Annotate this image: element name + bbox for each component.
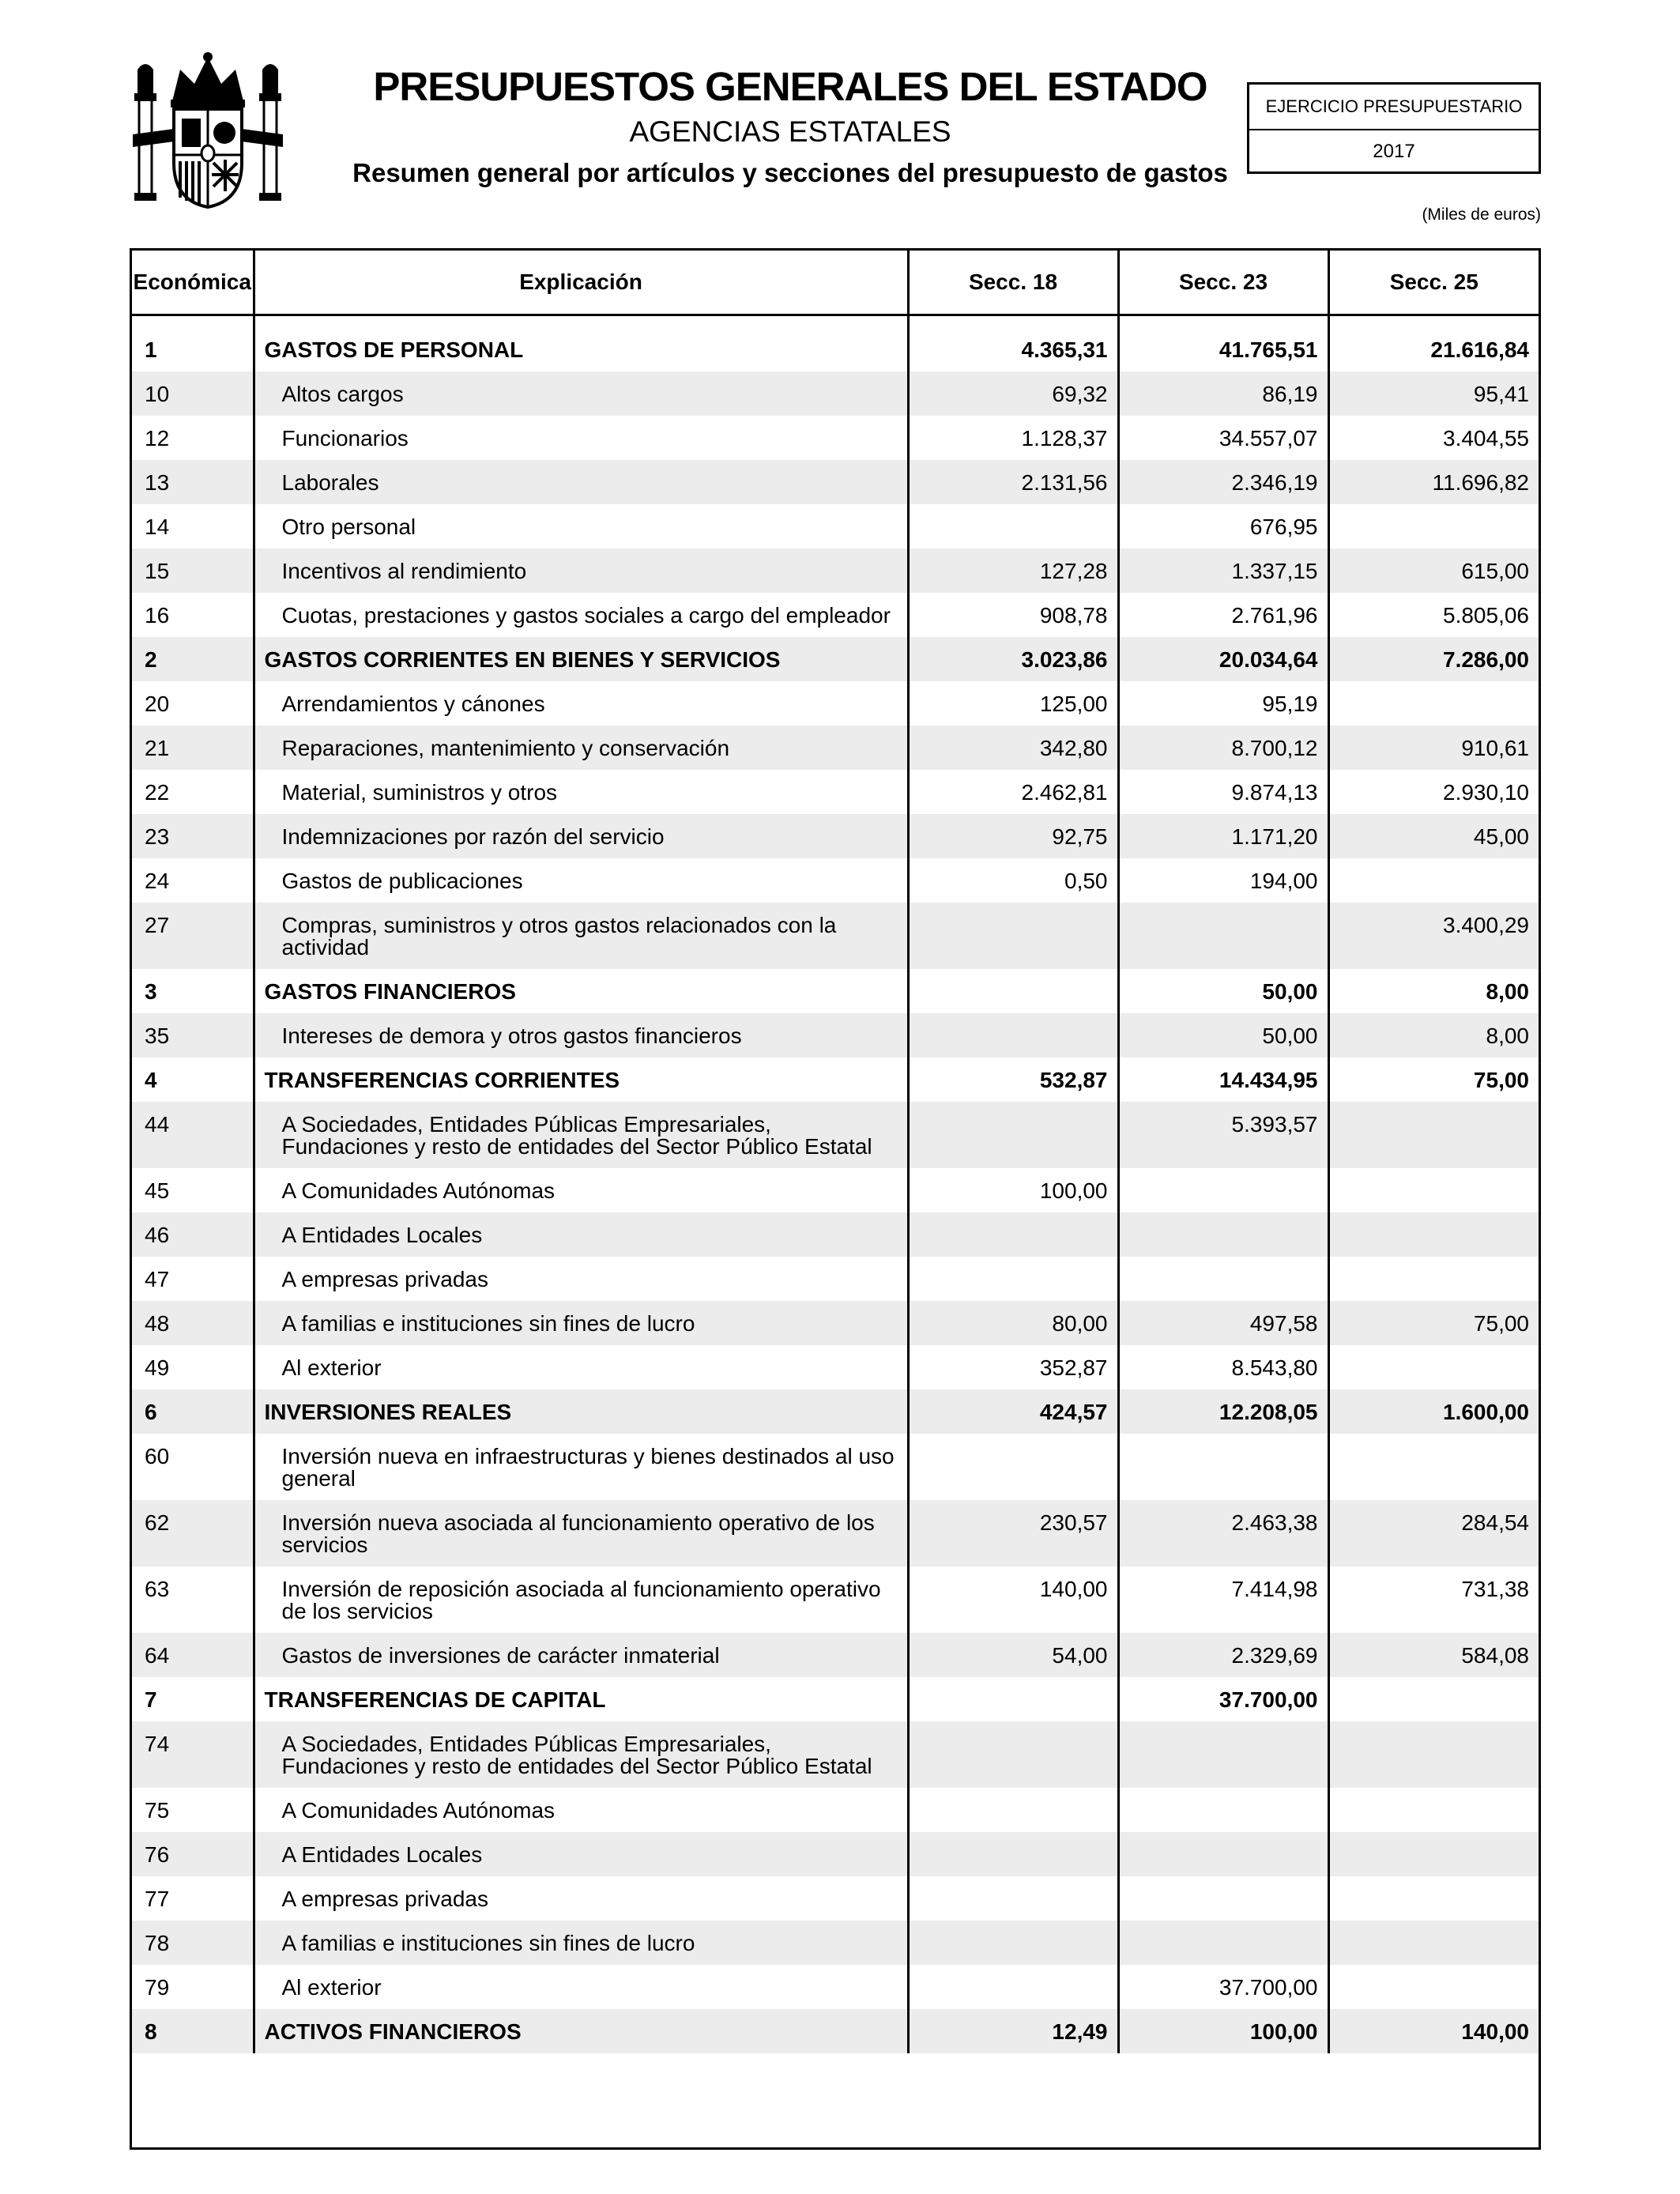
- table-row: [132, 770, 1539, 814]
- row-secc-23-value: 37.700,00: [1118, 1677, 1328, 1721]
- row-secc-25-value: 284,54: [1328, 1500, 1539, 1566]
- table-row: [132, 1212, 1539, 1257]
- row-secc-18-value: [908, 1832, 1118, 1876]
- row-secc-23-value: [1118, 903, 1328, 969]
- row-code: 76: [132, 1832, 254, 1876]
- row-secc-18-value: [908, 1257, 1118, 1301]
- row-code: 24: [132, 858, 254, 903]
- table-row: [132, 548, 1539, 593]
- row-code: 77: [132, 1876, 254, 1921]
- row-secc-23-value: 20.034,64: [1118, 637, 1328, 681]
- row-secc-23-value: 1.337,15: [1118, 548, 1328, 593]
- row-code: 63: [132, 1566, 254, 1633]
- row-secc-25-value: [1328, 1832, 1539, 1876]
- row-description: Al exterior: [254, 1965, 908, 2009]
- row-secc-25-value: 140,00: [1328, 2009, 1539, 2053]
- row-secc-18-value: 230,57: [908, 1500, 1118, 1566]
- table-row: [132, 1566, 1539, 1633]
- row-secc-23-value: 50,00: [1118, 1013, 1328, 1057]
- row-code: 46: [132, 1212, 254, 1257]
- row-description: GASTOS CORRIENTES EN BIENES Y SERVICIOS: [254, 637, 908, 681]
- row-description: Compras, suministros y otros gastos relacionados con la actividad: [254, 903, 908, 969]
- table-row: [132, 1965, 1539, 2009]
- row-secc-23-value: [1118, 1168, 1328, 1212]
- table-row: [132, 1876, 1539, 1921]
- row-secc-18-value: 80,00: [908, 1301, 1118, 1345]
- table-row: [132, 1301, 1539, 1345]
- table-row-chapter: [132, 637, 1539, 681]
- table-row-chapter: [132, 1057, 1539, 1102]
- row-secc-18-value: 92,75: [908, 814, 1118, 858]
- row-secc-25-value: 2.930,10: [1443, 780, 1529, 805]
- row-description: Inversión nueva en infraestructuras y bienes destinados al uso general: [254, 1434, 908, 1500]
- row-secc-23-value: 86,19: [1118, 371, 1328, 416]
- table-row: [132, 1921, 1539, 1965]
- row-secc-25-value: 910,61: [1328, 726, 1539, 770]
- row-secc-23-value: 9.874,13: [1118, 770, 1328, 814]
- row-secc-25-value: [1328, 504, 1539, 548]
- row-secc-18-value: [908, 1212, 1118, 1257]
- table-row-chapter: [132, 2009, 1539, 2053]
- table-row: [132, 1633, 1539, 1677]
- row-secc-18-value: 342,80: [908, 726, 1118, 770]
- row-secc-25-value: 731,38: [1461, 1577, 1529, 1601]
- row-secc-25-value: [1328, 1345, 1539, 1389]
- row-code: 2: [132, 637, 254, 681]
- table-row: [132, 1168, 1539, 1212]
- row-secc-18-value: [908, 1921, 1118, 1965]
- page-title: PRESUPUESTOS GENERALES DEL ESTADO: [373, 64, 1207, 109]
- row-secc-23-value: [1118, 1721, 1328, 1788]
- row-secc-18-value: 69,32: [908, 371, 1118, 416]
- table-body: [132, 315, 1539, 2054]
- budget-table: [132, 251, 1539, 2053]
- row-code: 44: [132, 1102, 254, 1168]
- row-secc-25-value: [1328, 1721, 1539, 1788]
- row-secc-25-value: [1328, 858, 1539, 903]
- row-code: 48: [132, 1301, 254, 1345]
- table-row: [132, 1345, 1539, 1389]
- row-secc-23-value: 14.434,95: [1118, 1057, 1328, 1102]
- row-description: Otro personal: [254, 504, 908, 548]
- table-header-row: [132, 251, 1539, 315]
- row-secc-25-value: 1.600,00: [1328, 1389, 1539, 1434]
- row-code: 16: [132, 593, 254, 637]
- row-secc-23-value: 676,95: [1118, 504, 1328, 548]
- table-row: [132, 1257, 1539, 1301]
- row-secc-23-value: [1118, 1876, 1328, 1921]
- table-row: [132, 1434, 1539, 1500]
- row-secc-23-value: 2.761,96: [1118, 593, 1328, 637]
- table-row: [132, 726, 1539, 770]
- table-row-chapter: [132, 1677, 1539, 1721]
- table-row: [132, 1788, 1539, 1832]
- row-secc-18-value: 1.128,37: [908, 416, 1118, 460]
- row-code: 62: [132, 1500, 254, 1566]
- row-secc-18-value: [908, 903, 1118, 969]
- row-description: A Comunidades Autónomas: [254, 1168, 908, 1212]
- row-secc-25-value: [1328, 1168, 1539, 1212]
- row-secc-23-value: 95,19: [1118, 681, 1328, 726]
- row-secc-25-value: [1328, 1677, 1539, 1721]
- row-secc-18-value: [908, 1013, 1118, 1057]
- row-secc-23-value: 8.543,80: [1118, 1345, 1328, 1389]
- table-row: [132, 1013, 1539, 1057]
- row-description: Arrendamientos y cánones: [254, 681, 908, 726]
- row-code: 23: [132, 814, 254, 858]
- row-code: 4: [132, 1057, 254, 1102]
- row-secc-25-value: 3.404,55: [1443, 426, 1529, 450]
- row-description: A Entidades Locales: [254, 1832, 908, 1876]
- row-code: 49: [132, 1345, 254, 1389]
- row-code: 13: [132, 460, 254, 504]
- row-description: Inversión de reposición asociada al funcionamiento operativo de los servicios: [254, 1566, 908, 1633]
- row-secc-18-value: [908, 1788, 1118, 1832]
- row-description: Indemnizaciones por razón del servicio: [254, 814, 908, 858]
- row-code: 7: [132, 1677, 254, 1721]
- row-description: Cuotas, prestaciones y gastos sociales a cargo del empleador: [254, 593, 908, 637]
- row-secc-23-value: 5.393,57: [1118, 1102, 1328, 1168]
- header-secc-25: Secc. 25: [1328, 251, 1539, 315]
- row-secc-25-value: 8,00: [1486, 979, 1529, 1004]
- header-economica: Económica: [132, 251, 254, 315]
- row-description: TRANSFERENCIAS DE CAPITAL: [254, 1677, 908, 1721]
- row-code: 8: [132, 2009, 254, 2053]
- table-row: [132, 460, 1539, 504]
- row-code: 1: [132, 327, 254, 371]
- row-secc-23-value: 37.700,00: [1118, 1965, 1328, 2009]
- row-description: A empresas privadas: [254, 1257, 908, 1301]
- table-row: [132, 1500, 1539, 1566]
- row-secc-18-value: [908, 969, 1118, 1013]
- table-row-chapter: [132, 969, 1539, 1013]
- coat-of-arms-icon: [133, 52, 283, 210]
- row-secc-23-value: 1.171,20: [1118, 814, 1328, 858]
- row-description: TRANSFERENCIAS CORRIENTES: [254, 1057, 908, 1102]
- row-secc-18-value: [908, 1965, 1118, 2009]
- row-code: 79: [132, 1965, 254, 2009]
- row-code: 47: [132, 1257, 254, 1301]
- row-secc-23-value: 497,58: [1118, 1301, 1328, 1345]
- row-description: Gastos de inversiones de carácter inmaterial: [254, 1633, 908, 1677]
- row-secc-18-value: 908,78: [908, 593, 1118, 637]
- row-secc-25-value: [1328, 681, 1539, 726]
- row-secc-25-value: 45,00: [1328, 814, 1539, 858]
- row-description: Reparaciones, mantenimiento y conservación: [254, 726, 908, 770]
- row-code: 6: [132, 1389, 254, 1434]
- row-secc-25-value: [1328, 1921, 1539, 1965]
- row-secc-25-value: [1328, 1257, 1539, 1301]
- row-secc-23-value: [1118, 1212, 1328, 1257]
- table-row: [132, 1102, 1539, 1168]
- row-code: 35: [132, 1013, 254, 1057]
- row-description: Laborales: [254, 460, 908, 504]
- row-description: A Sociedades, Entidades Públicas Empresariales, Fundaciones y resto de entidades del Sector Público Estatal: [254, 1721, 908, 1788]
- table-row: [132, 814, 1539, 858]
- table-row: [132, 858, 1539, 903]
- row-secc-23-value: [1118, 1788, 1328, 1832]
- row-description: Al exterior: [254, 1345, 908, 1389]
- row-code: 14: [132, 504, 254, 548]
- row-secc-25-value: [1328, 1876, 1539, 1921]
- row-secc-18-value: 424,57: [908, 1389, 1118, 1434]
- row-secc-23-value: 50,00: [1118, 969, 1328, 1013]
- row-secc-25-value: 75,00: [1473, 1068, 1529, 1092]
- row-description: A familias e instituciones sin fines de lucro: [254, 1301, 908, 1345]
- row-description: Material, suministros y otros: [254, 770, 908, 814]
- row-description: Incentivos al rendimiento: [254, 548, 908, 593]
- row-secc-23-value: 41.765,51: [1118, 327, 1328, 371]
- row-secc-23-value: 194,00: [1118, 858, 1328, 903]
- row-secc-18-value: 2.462,81: [908, 770, 1118, 814]
- row-secc-25-value: 7.286,00: [1328, 637, 1539, 681]
- row-secc-18-value: 0,50: [908, 858, 1118, 903]
- budget-year-box: [1247, 82, 1541, 174]
- table-row: [132, 1721, 1539, 1788]
- row-code: 64: [132, 1633, 254, 1677]
- row-secc-18-value: 12,49: [908, 2009, 1118, 2053]
- row-secc-23-value: [1118, 1434, 1328, 1500]
- table-row-chapter: [132, 327, 1539, 371]
- row-code: 15: [132, 548, 254, 593]
- row-secc-18-value: [908, 504, 1118, 548]
- row-code: 22: [132, 770, 254, 814]
- header-secc-23: Secc. 23: [1118, 251, 1328, 315]
- row-secc-18-value: 3.023,86: [908, 637, 1118, 681]
- row-secc-18-value: [908, 1677, 1118, 1721]
- row-secc-18-value: 352,87: [908, 1345, 1118, 1389]
- row-code: 75: [132, 1788, 254, 1832]
- row-secc-18-value: 532,87: [908, 1057, 1118, 1102]
- row-code: 20: [132, 681, 254, 726]
- table-row: [132, 504, 1539, 548]
- page-description: Resumen general por artículos y secciones del presupuesto de gastos: [352, 158, 1228, 187]
- row-description: GASTOS FINANCIEROS: [254, 969, 908, 1013]
- row-secc-25-value: 3.400,29: [1328, 903, 1539, 969]
- row-code: 3: [132, 969, 254, 1013]
- table-spacer-row: [132, 315, 1539, 328]
- row-secc-18-value: 54,00: [908, 1633, 1118, 1677]
- row-code: 45: [132, 1168, 254, 1212]
- row-code: 27: [132, 903, 254, 969]
- row-code: 78: [132, 1921, 254, 1965]
- table-row: [132, 371, 1539, 416]
- header-secc-18: Secc. 18: [908, 251, 1118, 315]
- row-description: Funcionarios: [254, 416, 908, 460]
- row-description: A Entidades Locales: [254, 1212, 908, 1257]
- row-secc-25-value: 5.805,06: [1443, 603, 1529, 628]
- row-secc-25-value: 21.616,84: [1430, 337, 1529, 362]
- row-secc-25-value: [1328, 1434, 1539, 1500]
- row-secc-18-value: 125,00: [908, 681, 1118, 726]
- row-secc-25-value: [1328, 1102, 1539, 1168]
- row-description: GASTOS DE PERSONAL: [254, 327, 908, 371]
- header-explicacion: Explicación: [254, 251, 908, 315]
- row-description: INVERSIONES REALES: [254, 1389, 908, 1434]
- row-secc-18-value: 4.365,31: [908, 327, 1118, 371]
- row-description: A Sociedades, Entidades Públicas Empresariales, Fundaciones y resto de entidades del Sector Público Estatal: [254, 1102, 908, 1168]
- row-secc-23-value: 8.700,12: [1118, 726, 1328, 770]
- row-secc-18-value: 2.131,56: [908, 460, 1118, 504]
- row-description: Inversión nueva asociada al funcionamiento operativo de los servicios: [254, 1500, 908, 1566]
- row-secc-23-value: 34.557,07: [1118, 416, 1328, 460]
- row-secc-25-value: 584,08: [1328, 1633, 1539, 1677]
- row-code: 12: [132, 416, 254, 460]
- row-secc-23-value: [1118, 1257, 1328, 1301]
- table-row: [132, 593, 1539, 637]
- row-secc-23-value: 2.346,19: [1118, 460, 1328, 504]
- row-secc-18-value: [908, 1102, 1118, 1168]
- budget-year-value: 2017: [1373, 141, 1415, 162]
- row-description: ACTIVOS FINANCIEROS: [254, 2009, 908, 2053]
- row-description: Altos cargos: [254, 371, 908, 416]
- row-secc-25-value: 95,41: [1328, 371, 1539, 416]
- row-secc-18-value: [908, 1721, 1118, 1788]
- row-secc-25-value: 615,00: [1328, 548, 1539, 593]
- page-subtitle: AGENCIAS ESTATALES: [629, 115, 951, 148]
- table-row-chapter: [132, 1389, 1539, 1434]
- row-secc-25-value: 8,00: [1328, 1013, 1539, 1057]
- row-secc-25-value: [1328, 1965, 1539, 2009]
- budget-table-container: [130, 248, 1541, 2150]
- row-secc-25-value: 75,00: [1328, 1301, 1539, 1345]
- row-secc-23-value: 7.414,98: [1118, 1566, 1328, 1633]
- row-secc-18-value: 127,28: [908, 548, 1118, 593]
- budget-year-label: EJERCICIO PRESUPUESTARIO: [1249, 85, 1539, 130]
- row-code: 21: [132, 726, 254, 770]
- row-secc-25-value: [1328, 1788, 1539, 1832]
- row-secc-23-value: 12.208,05: [1118, 1389, 1328, 1434]
- row-secc-18-value: 100,00: [908, 1168, 1118, 1212]
- row-secc-25-value: [1328, 1212, 1539, 1257]
- row-secc-18-value: [908, 1434, 1118, 1500]
- row-description: Gastos de publicaciones: [254, 858, 908, 903]
- row-secc-23-value: [1118, 1921, 1328, 1965]
- units-note: (Miles de euros): [1422, 205, 1541, 224]
- row-code: 10: [132, 371, 254, 416]
- row-description: A Comunidades Autónomas: [254, 1788, 908, 1832]
- row-code: 74: [132, 1721, 254, 1788]
- table-row: [132, 416, 1539, 460]
- row-description: A empresas privadas: [254, 1876, 908, 1921]
- row-secc-18-value: [908, 1876, 1118, 1921]
- page-header: [0, 0, 1680, 253]
- row-secc-18-value: 140,00: [908, 1566, 1118, 1633]
- table-row: [132, 903, 1539, 969]
- row-description: A familias e instituciones sin fines de lucro: [254, 1921, 908, 1965]
- table-row: [132, 1832, 1539, 1876]
- row-secc-23-value: 2.329,69: [1118, 1633, 1328, 1677]
- table-row: [132, 681, 1539, 726]
- row-description: Intereses de demora y otros gastos financieros: [254, 1013, 908, 1057]
- row-secc-23-value: [1118, 1832, 1328, 1876]
- row-secc-23-value: 2.463,38: [1118, 1500, 1328, 1566]
- row-secc-25-value: 11.696,82: [1328, 460, 1539, 504]
- row-secc-23-value: 100,00: [1118, 2009, 1328, 2053]
- row-code: 60: [132, 1434, 254, 1500]
